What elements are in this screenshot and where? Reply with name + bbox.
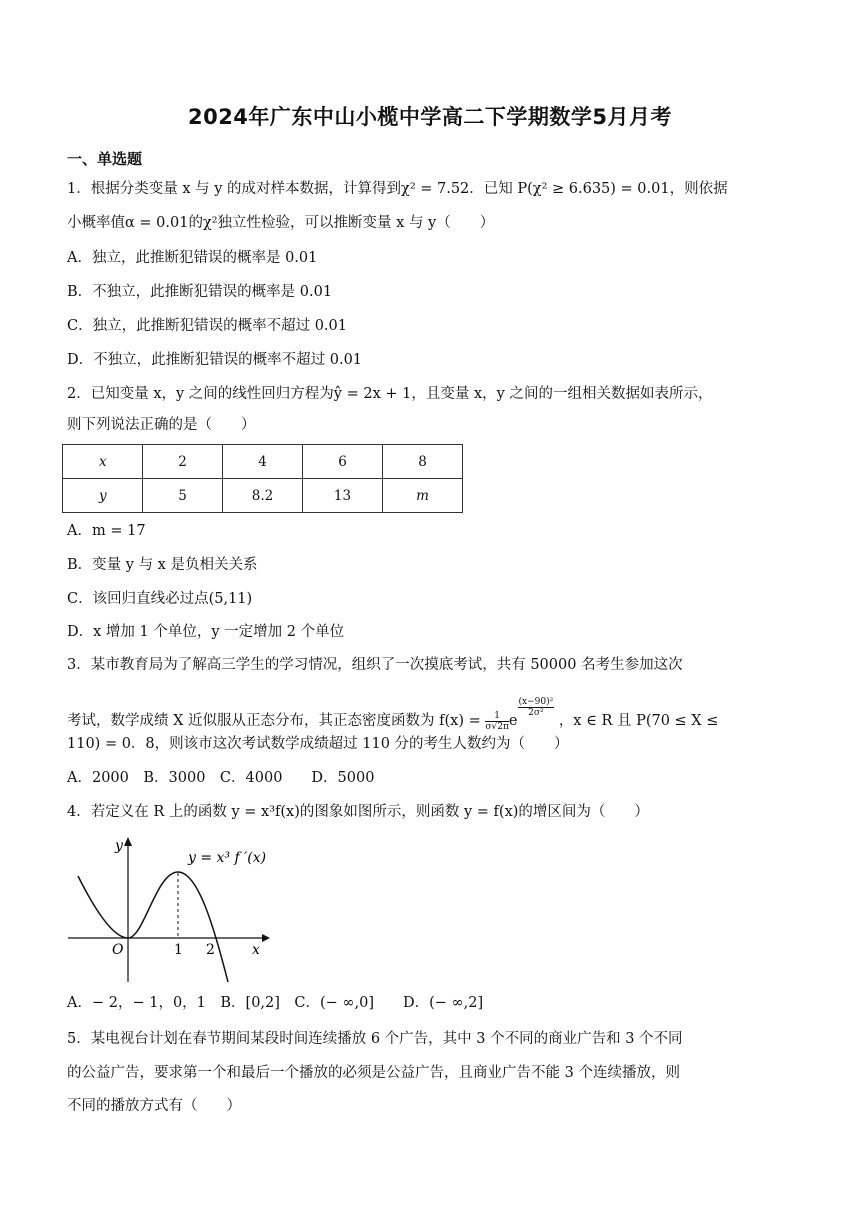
- density-fraction: [485, 711, 509, 732]
- exponent-denominator: 2σ²: [528, 708, 544, 718]
- fraction-denominator: σ√2π: [485, 721, 509, 732]
- table-row: [63, 445, 463, 479]
- fraction-numerator: 1: [485, 711, 509, 722]
- origin-label: O: [112, 942, 124, 958]
- table-cell: 4: [223, 445, 303, 479]
- x-axis-arrow: [262, 934, 270, 942]
- y-axis-arrow: [124, 837, 132, 846]
- q2-stem-line1: 2．已知变量 x，y 之间的线性回归方程为ŷ = 2x + 1，且变量 x，y 之间的一组相关数据如表所示，: [67, 386, 713, 402]
- q4-function-graph: [66, 832, 276, 984]
- curve-label: y = x³ f ′(x): [188, 850, 267, 866]
- function-curve: [78, 872, 228, 982]
- q1-stem-line2: 小概率值α = 0.01的χ²独立性检验，可以推断变量 x 与 y（ ）: [67, 215, 495, 231]
- table-cell: 2: [143, 445, 223, 479]
- table-cell: 13: [303, 479, 383, 513]
- table-cell: y: [63, 479, 143, 513]
- q2-option-a: A．m = 17: [67, 523, 146, 539]
- exp-base: e: [508, 713, 518, 729]
- table-cell: x: [63, 445, 143, 479]
- table-row: [63, 479, 463, 513]
- q3-text-part1: 考试，数学成绩 X 近似服从正态分布，其正态密度函数为 f(x) =: [67, 713, 481, 729]
- q5-stem-line2: 的公益广告，要求第一个和最后一个播放的必须是公益广告，且商业广告不能 3 个连续播放，则: [67, 1065, 680, 1081]
- y-axis-label: y: [115, 838, 123, 854]
- x-axis-label: x: [252, 942, 260, 958]
- q3-text-part2: ，x ∈ R 且 P(70 ≤ X ≤: [558, 713, 719, 729]
- q1-option-a: A．独立，此推断犯错误的概率是 0.01: [67, 250, 318, 266]
- table-cell: 5: [143, 479, 223, 513]
- q2-option-c: C．该回归直线必过点(5,11): [67, 591, 253, 607]
- table-cell: m: [383, 479, 463, 513]
- exponent-numerator: (x−90)²: [518, 697, 554, 707]
- q2-option-d: D．x 增加 1 个单位，y 一定增加 2 个单位: [67, 624, 345, 640]
- section-heading: 一、单选题: [67, 150, 143, 168]
- page-title: 2024年广东中山小榄中学高二下学期数学5月月考: [187, 105, 673, 129]
- q1-stem-line1: 1．根据分类变量 x 与 y 的成对样本数据，计算得到χ² = 7.52．已知 P(χ² ≥ 6.635) = 0.01，则依据: [67, 181, 728, 197]
- q3-stem-line1: 3．某市教育局为了解高三学生的学习情况，组织了一次摸底考试，共有 50000 名考生参加这次: [67, 657, 683, 673]
- tick-label-2: 2: [206, 942, 215, 958]
- q3-stem-line3: 110) = 0．8，则该市这次考试数学成绩超过 110 分的考生人数约为（ ）: [67, 736, 569, 752]
- table-cell: 6: [303, 445, 383, 479]
- exponent-fraction: [518, 697, 555, 718]
- q2-option-b: B．变量 y 与 x 是负相关关系: [67, 557, 258, 573]
- q2-stem-line2: 则下列说法正确的是（ ）: [67, 417, 256, 433]
- q5-stem-line3: 不同的播放方式有（ ）: [67, 1098, 241, 1114]
- q4-stem-line1: 4．若定义在 R 上的函数 y = x³f(x)的图象如图所示，则函数 y = f(x)的增区间为（ ）: [67, 804, 649, 820]
- q3-options: A．2000 B．3000 C．4000 D．5000: [67, 770, 375, 786]
- table-cell: 8: [383, 445, 463, 479]
- q1-option-d: D．不独立，此推断犯错误的概率不超过 0.01: [67, 352, 363, 368]
- q2-data-table: [62, 444, 463, 513]
- q1-option-c: C．独立，此推断犯错误的概率不超过 0.01: [67, 318, 347, 334]
- q3-stem-line2: [67, 697, 718, 732]
- table-cell: 8.2: [223, 479, 303, 513]
- q4-options: A．− 2，− 1，0，1 B．[0,2] C．(− ∞,0] D．(− ∞,2]: [67, 995, 484, 1011]
- q5-stem-line1: 5．某电视台计划在春节期间某段时间连续播放 6 个广告，其中 3 个不同的商业广告和 3 个不同: [67, 1031, 683, 1047]
- tick-label-1: 1: [174, 942, 183, 958]
- q1-option-b: B．不独立，此推断犯错误的概率是 0.01: [67, 284, 333, 300]
